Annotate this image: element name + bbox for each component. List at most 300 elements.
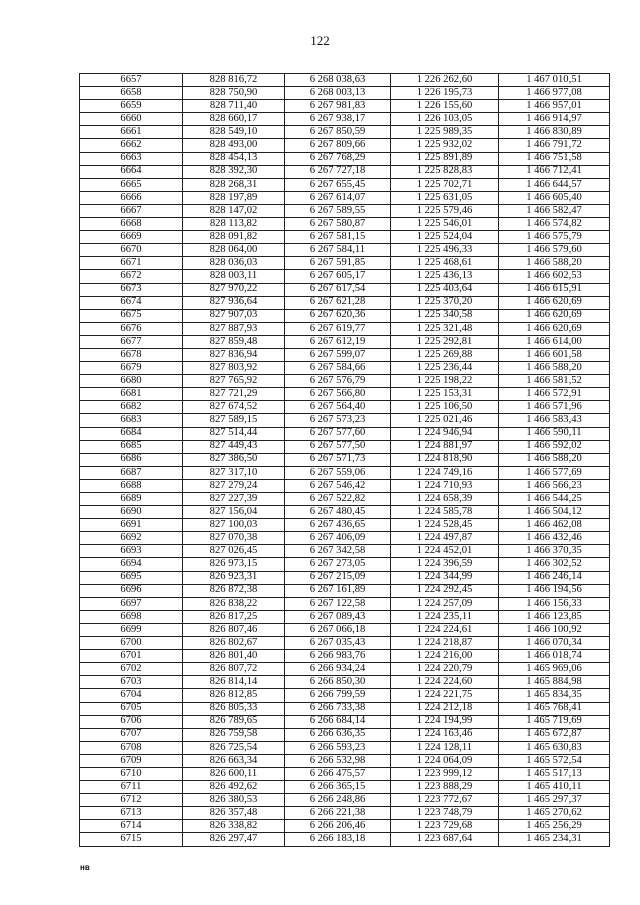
point-number-cell: 6694: [80, 558, 183, 571]
point-number-cell: 6678: [80, 348, 183, 361]
point-number-cell: 6697: [80, 597, 183, 610]
table-row: [80, 545, 610, 558]
coordinate-cell: 6 267 215,09: [285, 571, 391, 584]
coordinate-cell: 1 224 497,87: [391, 532, 499, 545]
table-row: [80, 479, 610, 492]
coordinate-cell: 6 267 620,36: [285, 309, 391, 322]
table-row: [80, 558, 610, 571]
coordinate-cell: 1 466 614,00: [499, 335, 610, 348]
coordinate-cell: 1 466 579,60: [499, 244, 610, 257]
coordinate-cell: 6 267 584,66: [285, 362, 391, 375]
point-number-cell: 6715: [80, 833, 183, 846]
coordinate-cell: 1 466 575,79: [499, 231, 610, 244]
coordinate-cell: 6 267 581,15: [285, 231, 391, 244]
coordinate-cell: 826 801,40: [183, 650, 285, 663]
coordinate-cell: 828 392,30: [183, 165, 285, 178]
coordinate-cell: 6 267 612,19: [285, 335, 391, 348]
point-number-cell: 6709: [80, 754, 183, 767]
coordinate-cell: 826 973,15: [183, 558, 285, 571]
point-number-cell: 6665: [80, 178, 183, 191]
coordinate-cell: 828 549,10: [183, 126, 285, 139]
coordinate-cell: 1 466 246,14: [499, 571, 610, 584]
coordinate-cell: 827 317,10: [183, 466, 285, 479]
coordinate-cell: 1 466 544,25: [499, 493, 610, 506]
coordinate-cell: 1 466 588,20: [499, 362, 610, 375]
point-number-cell: 6661: [80, 126, 183, 139]
table-row: [80, 453, 610, 466]
coordinate-cell: 827 765,92: [183, 375, 285, 388]
point-number-cell: 6659: [80, 100, 183, 113]
coordinates-table: [79, 73, 610, 847]
table-row: [80, 296, 610, 309]
coordinate-cell: 1 466 620,69: [499, 322, 610, 335]
coordinate-cell: 826 817,25: [183, 610, 285, 623]
point-number-cell: 6682: [80, 401, 183, 414]
coordinate-cell: 1 466 590,11: [499, 427, 610, 440]
point-number-cell: 6674: [80, 296, 183, 309]
coordinate-cell: 828 493,00: [183, 139, 285, 152]
coordinate-cell: 1 466 615,91: [499, 283, 610, 296]
coordinate-cell: 1 466 588,20: [499, 453, 610, 466]
coordinate-cell: 1 466 432,46: [499, 532, 610, 545]
coordinate-cell: 1 465 969,06: [499, 663, 610, 676]
coordinate-cell: 6 267 573,23: [285, 414, 391, 427]
table-row: [80, 126, 610, 139]
point-number-cell: 6695: [80, 571, 183, 584]
coordinate-cell: 1 466 194,56: [499, 584, 610, 597]
coordinate-cell: 828 660,17: [183, 113, 285, 126]
point-number-cell: 6686: [80, 453, 183, 466]
coordinate-cell: 826 805,33: [183, 702, 285, 715]
coordinate-cell: 828 147,02: [183, 204, 285, 217]
coordinate-cell: 826 725,54: [183, 741, 285, 754]
point-number-cell: 6680: [80, 375, 183, 388]
coordinate-cell: 6 267 566,80: [285, 388, 391, 401]
coordinate-cell: 1 225 321,48: [391, 322, 499, 335]
coordinate-cell: 1 224 292,45: [391, 584, 499, 597]
coordinate-cell: 1 467 010,51: [499, 74, 610, 87]
coordinate-cell: 1 465 630,83: [499, 741, 610, 754]
coordinate-cell: 1 466 957,01: [499, 100, 610, 113]
coordinate-cell: 6 267 591,85: [285, 257, 391, 270]
point-number-cell: 6660: [80, 113, 183, 126]
coordinate-cell: 1 465 884,98: [499, 676, 610, 689]
table-row: [80, 637, 610, 650]
table-row: [80, 715, 610, 728]
point-number-cell: 6702: [80, 663, 183, 676]
coordinate-cell: 826 807,72: [183, 663, 285, 676]
coordinate-cell: 1 466 620,69: [499, 296, 610, 309]
table-row: [80, 532, 610, 545]
coordinate-cell: 6 266 934,24: [285, 663, 391, 676]
table-row: [80, 388, 610, 401]
point-number-cell: 6684: [80, 427, 183, 440]
coordinate-cell: 827 674,52: [183, 401, 285, 414]
point-number-cell: 6687: [80, 466, 183, 479]
point-number-cell: 6711: [80, 781, 183, 794]
coordinate-cell: 1 225 828,83: [391, 165, 499, 178]
coordinate-cell: 1 224 344,99: [391, 571, 499, 584]
coordinate-cell: 1 224 194,99: [391, 715, 499, 728]
coordinate-cell: 1 223 687,64: [391, 833, 499, 846]
coordinate-cell: 828 197,89: [183, 191, 285, 204]
point-number-cell: 6668: [80, 218, 183, 231]
coordinate-cell: 1 224 224,61: [391, 623, 499, 636]
coordinate-cell: 1 225 403,64: [391, 283, 499, 296]
coordinate-cell: 1 225 579,46: [391, 204, 499, 217]
point-number-cell: 6663: [80, 152, 183, 165]
table-row: [80, 335, 610, 348]
coordinate-cell: 826 357,48: [183, 807, 285, 820]
coordinate-cell: 826 814,14: [183, 676, 285, 689]
table-row: [80, 728, 610, 741]
table-row: [80, 244, 610, 257]
coordinate-cell: 6 267 576,79: [285, 375, 391, 388]
coordinate-cell: 1 225 989,35: [391, 126, 499, 139]
point-number-cell: 6683: [80, 414, 183, 427]
coordinate-cell: 1 466 601,58: [499, 348, 610, 361]
coordinate-cell: 1 465 256,29: [499, 820, 610, 833]
table-row: [80, 650, 610, 663]
point-number-cell: 6698: [80, 610, 183, 623]
table-row: [80, 218, 610, 231]
table-row: [80, 191, 610, 204]
coordinate-cell: 1 466 572,91: [499, 388, 610, 401]
coordinate-cell: 6 267 768,29: [285, 152, 391, 165]
point-number-cell: 6685: [80, 440, 183, 453]
coordinate-cell: 826 492,62: [183, 781, 285, 794]
table-row: [80, 152, 610, 165]
coordinate-cell: 826 807,46: [183, 623, 285, 636]
coordinate-cell: 1 224 946,94: [391, 427, 499, 440]
point-number-cell: 6704: [80, 689, 183, 702]
point-number-cell: 6690: [80, 506, 183, 519]
table-row: [80, 231, 610, 244]
coordinate-cell: 1 466 605,40: [499, 191, 610, 204]
coordinate-cell: 6 266 684,14: [285, 715, 391, 728]
point-number-cell: 6700: [80, 637, 183, 650]
point-number-cell: 6708: [80, 741, 183, 754]
coordinate-cell: 1 224 585,78: [391, 506, 499, 519]
coordinate-cell: 1 223 748,79: [391, 807, 499, 820]
coordinate-cell: 1 224 212,18: [391, 702, 499, 715]
page-number: 122: [310, 33, 330, 48]
coordinate-cell: 826 297,47: [183, 833, 285, 846]
coordinate-cell: 827 386,50: [183, 453, 285, 466]
table-row: [80, 466, 610, 479]
coordinate-cell: 1 465 234,31: [499, 833, 610, 846]
coordinate-cell: 826 338,82: [183, 820, 285, 833]
point-number-cell: 6679: [80, 362, 183, 375]
coordinate-cell: 6 267 480,45: [285, 506, 391, 519]
coordinate-cell: 827 721,29: [183, 388, 285, 401]
coordinate-cell: 6 267 577,60: [285, 427, 391, 440]
table-row: [80, 676, 610, 689]
coordinate-cell: 826 923,31: [183, 571, 285, 584]
coordinate-cell: 1 466 018,74: [499, 650, 610, 663]
coordinate-cell: 1 465 572,54: [499, 754, 610, 767]
table-row: [80, 414, 610, 427]
coordinate-cell: 6 267 089,43: [285, 610, 391, 623]
coordinate-cell: 826 789,65: [183, 715, 285, 728]
coordinate-cell: 828 113,82: [183, 218, 285, 231]
coordinate-cell: 1 224 658,39: [391, 493, 499, 506]
coordinate-cell: 1 466 123,85: [499, 610, 610, 623]
coordinate-cell: 1 225 546,01: [391, 218, 499, 231]
coordinate-cell: 1 465 410,11: [499, 781, 610, 794]
coordinate-cell: 1 466 751,58: [499, 152, 610, 165]
coordinate-cell: 1 466 830,89: [499, 126, 610, 139]
coordinate-cell: 6 266 248,86: [285, 794, 391, 807]
point-number-cell: 6699: [80, 623, 183, 636]
coordinate-cell: 1 224 818,90: [391, 453, 499, 466]
point-number-cell: 6710: [80, 767, 183, 780]
coordinate-cell: 1 224 163,46: [391, 728, 499, 741]
coordinate-cell: 1 466 504,12: [499, 506, 610, 519]
table-row: [80, 87, 610, 100]
coordinate-cell: 6 266 183,18: [285, 833, 391, 846]
point-number-cell: 6712: [80, 794, 183, 807]
point-number-cell: 6667: [80, 204, 183, 217]
coordinate-cell: 6 267 571,73: [285, 453, 391, 466]
coordinate-cell: 1 466 592,02: [499, 440, 610, 453]
point-number-cell: 6675: [80, 309, 183, 322]
coordinate-cell: 827 836,94: [183, 348, 285, 361]
coordinate-cell: 1 223 999,12: [391, 767, 499, 780]
coordinate-cell: 1 466 370,35: [499, 545, 610, 558]
table-row: [80, 754, 610, 767]
coordinate-cell: 1 466 100,92: [499, 623, 610, 636]
coordinate-cell: 1 225 468,61: [391, 257, 499, 270]
table-row: [80, 519, 610, 532]
coordinate-cell: 1 466 302,52: [499, 558, 610, 571]
coordinate-cell: 827 514,44: [183, 427, 285, 440]
coordinate-cell: 6 267 621,28: [285, 296, 391, 309]
coordinate-cell: 827 887,93: [183, 322, 285, 335]
coordinate-cell: 828 454,13: [183, 152, 285, 165]
coordinate-cell: 1 466 644,57: [499, 178, 610, 191]
coordinate-cell: 6 267 564,40: [285, 401, 391, 414]
table-row: [80, 781, 610, 794]
table-row: [80, 820, 610, 833]
point-number-cell: 6713: [80, 807, 183, 820]
coordinate-cell: 6 268 038,63: [285, 74, 391, 87]
coordinate-cell: 826 838,22: [183, 597, 285, 610]
coordinate-cell: 828 268,31: [183, 178, 285, 191]
coordinate-cell: 827 449,43: [183, 440, 285, 453]
table-row: [80, 741, 610, 754]
table-row: [80, 833, 610, 846]
table-row: [80, 257, 610, 270]
coordinate-cell: 1 224 528,45: [391, 519, 499, 532]
coordinate-cell: 827 156,04: [183, 506, 285, 519]
table-row: [80, 584, 610, 597]
coordinate-cell: 1 466 581,52: [499, 375, 610, 388]
coordinate-cell: 828 064,00: [183, 244, 285, 257]
point-number-cell: 6696: [80, 584, 183, 597]
point-number-cell: 6703: [80, 676, 183, 689]
coordinate-cell: 1 466 571,96: [499, 401, 610, 414]
coordinate-cell: 827 970,22: [183, 283, 285, 296]
table-row: [80, 139, 610, 152]
coordinate-cell: 6 267 406,09: [285, 532, 391, 545]
table-row: [80, 322, 610, 335]
coordinate-cell: 6 266 221,38: [285, 807, 391, 820]
table-row: [80, 506, 610, 519]
coordinate-cell: 6 267 850,59: [285, 126, 391, 139]
coordinate-cell: 6 267 809,66: [285, 139, 391, 152]
coordinate-cell: 826 663,34: [183, 754, 285, 767]
coordinate-cell: 6 266 983,76: [285, 650, 391, 663]
coordinate-cell: 827 589,15: [183, 414, 285, 427]
coordinate-cell: 6 266 850,30: [285, 676, 391, 689]
coordinate-cell: 1 225 340,58: [391, 309, 499, 322]
coordinate-cell: 1 466 712,41: [499, 165, 610, 178]
coordinate-cell: 1 225 702,71: [391, 178, 499, 191]
table-row: [80, 689, 610, 702]
coordinate-cell: 1 465 297,37: [499, 794, 610, 807]
table-row: [80, 610, 610, 623]
point-number-cell: 6673: [80, 283, 183, 296]
coordinate-cell: 826 802,67: [183, 637, 285, 650]
coordinate-cell: 6 267 122,58: [285, 597, 391, 610]
point-number-cell: 6669: [80, 231, 183, 244]
table-row: [80, 807, 610, 820]
coordinate-cell: 1 225 436,13: [391, 270, 499, 283]
table-row: [80, 702, 610, 715]
coordinate-cell: 1 225 891,89: [391, 152, 499, 165]
coordinate-cell: 1 466 602,53: [499, 270, 610, 283]
coordinate-cell: 828 036,03: [183, 257, 285, 270]
coordinate-cell: 827 907,03: [183, 309, 285, 322]
table-row: [80, 348, 610, 361]
coordinate-cell: 1 224 064,09: [391, 754, 499, 767]
table-row: [80, 270, 610, 283]
coordinate-cell: 1 225 198,22: [391, 375, 499, 388]
table-row: [80, 440, 610, 453]
coordinate-cell: 6 266 475,57: [285, 767, 391, 780]
table-row: [80, 571, 610, 584]
coordinate-cell: 1 226 103,05: [391, 113, 499, 126]
coordinate-cell: 6 266 733,38: [285, 702, 391, 715]
coordinate-cell: 6 267 522,82: [285, 493, 391, 506]
table-row: [80, 165, 610, 178]
footer-mark: нв: [80, 863, 90, 872]
coordinate-cell: 1 224 396,59: [391, 558, 499, 571]
table-row: [80, 375, 610, 388]
coordinate-cell: 6 267 599,07: [285, 348, 391, 361]
coordinate-cell: 827 859,48: [183, 335, 285, 348]
table-row: [80, 204, 610, 217]
point-number-cell: 6664: [80, 165, 183, 178]
coordinate-cell: 1 466 583,43: [499, 414, 610, 427]
coordinate-cell: 6 266 206,46: [285, 820, 391, 833]
point-number-cell: 6701: [80, 650, 183, 663]
coordinate-cell: 6 267 273,05: [285, 558, 391, 571]
table-row: [80, 427, 610, 440]
coordinate-cell: 6 266 799,59: [285, 689, 391, 702]
coordinate-cell: 6 267 584,11: [285, 244, 391, 257]
table-row: [80, 401, 610, 414]
coordinate-cell: 827 803,92: [183, 362, 285, 375]
coordinate-cell: 827 279,24: [183, 479, 285, 492]
coordinate-cell: 1 466 566,23: [499, 479, 610, 492]
coordinate-cell: 1 224 235,11: [391, 610, 499, 623]
coordinate-cell: 1 465 270,62: [499, 807, 610, 820]
coordinate-cell: 6 267 619,77: [285, 322, 391, 335]
coordinate-cell: 6 267 161,89: [285, 584, 391, 597]
point-number-cell: 6657: [80, 74, 183, 87]
coordinate-cell: 1 466 156,33: [499, 597, 610, 610]
coordinate-cell: 828 003,11: [183, 270, 285, 283]
point-number-cell: 6662: [80, 139, 183, 152]
coordinate-cell: 1 224 218,87: [391, 637, 499, 650]
coordinate-cell: 1 225 106,50: [391, 401, 499, 414]
coordinate-cell: 1 465 517,13: [499, 767, 610, 780]
point-number-cell: 6670: [80, 244, 183, 257]
point-number-cell: 6681: [80, 388, 183, 401]
table-row: [80, 74, 610, 87]
coordinate-cell: 1 225 236,44: [391, 362, 499, 375]
coordinate-cell: 1 225 021,46: [391, 414, 499, 427]
table-row: [80, 283, 610, 296]
coordinate-cell: 6 267 546,42: [285, 479, 391, 492]
table-row: [80, 794, 610, 807]
coordinate-cell: 6 268 003,13: [285, 87, 391, 100]
coordinate-cell: 828 091,82: [183, 231, 285, 244]
coordinate-cell: 1 225 153,31: [391, 388, 499, 401]
coordinate-cell: 1 465 719,69: [499, 715, 610, 728]
coordinate-cell: 1 465 768,41: [499, 702, 610, 715]
coordinate-cell: 827 070,38: [183, 532, 285, 545]
coordinate-cell: 1 223 729,68: [391, 820, 499, 833]
coordinate-cell: 6 267 066,18: [285, 623, 391, 636]
point-number-cell: 6677: [80, 335, 183, 348]
coordinate-cell: 6 267 617,54: [285, 283, 391, 296]
coordinate-cell: 1 224 128,11: [391, 741, 499, 754]
coordinate-cell: 1 223 888,29: [391, 781, 499, 794]
coordinate-cell: 1 465 672,87: [499, 728, 610, 741]
table-row: [80, 362, 610, 375]
coordinate-cell: 1 225 370,20: [391, 296, 499, 309]
point-number-cell: 6691: [80, 519, 183, 532]
coordinate-cell: 1 224 452,01: [391, 545, 499, 558]
point-number-cell: 6671: [80, 257, 183, 270]
coordinate-cell: 1 466 574,82: [499, 218, 610, 231]
coordinate-cell: 1 466 914,97: [499, 113, 610, 126]
point-number-cell: 6672: [80, 270, 183, 283]
coordinate-cell: 6 266 532,98: [285, 754, 391, 767]
coordinate-cell: 1 224 749,16: [391, 466, 499, 479]
coordinate-cell: 1 225 932,02: [391, 139, 499, 152]
table-row: [80, 309, 610, 322]
coordinate-cell: 1 465 834,35: [499, 689, 610, 702]
table-row: [80, 100, 610, 113]
table-row: [80, 178, 610, 191]
point-number-cell: 6688: [80, 479, 183, 492]
coordinate-cell: 6 267 614,07: [285, 191, 391, 204]
point-number-cell: 6705: [80, 702, 183, 715]
coordinate-cell: 1 225 292,81: [391, 335, 499, 348]
coordinate-cell: 1 224 881,97: [391, 440, 499, 453]
coordinate-cell: 826 759,58: [183, 728, 285, 741]
coordinate-cell: 826 812,85: [183, 689, 285, 702]
point-number-cell: 6676: [80, 322, 183, 335]
coordinate-cell: 828 750,90: [183, 87, 285, 100]
coordinates-table-body: [80, 74, 610, 847]
coordinate-cell: 1 225 524,04: [391, 231, 499, 244]
point-number-cell: 6707: [80, 728, 183, 741]
